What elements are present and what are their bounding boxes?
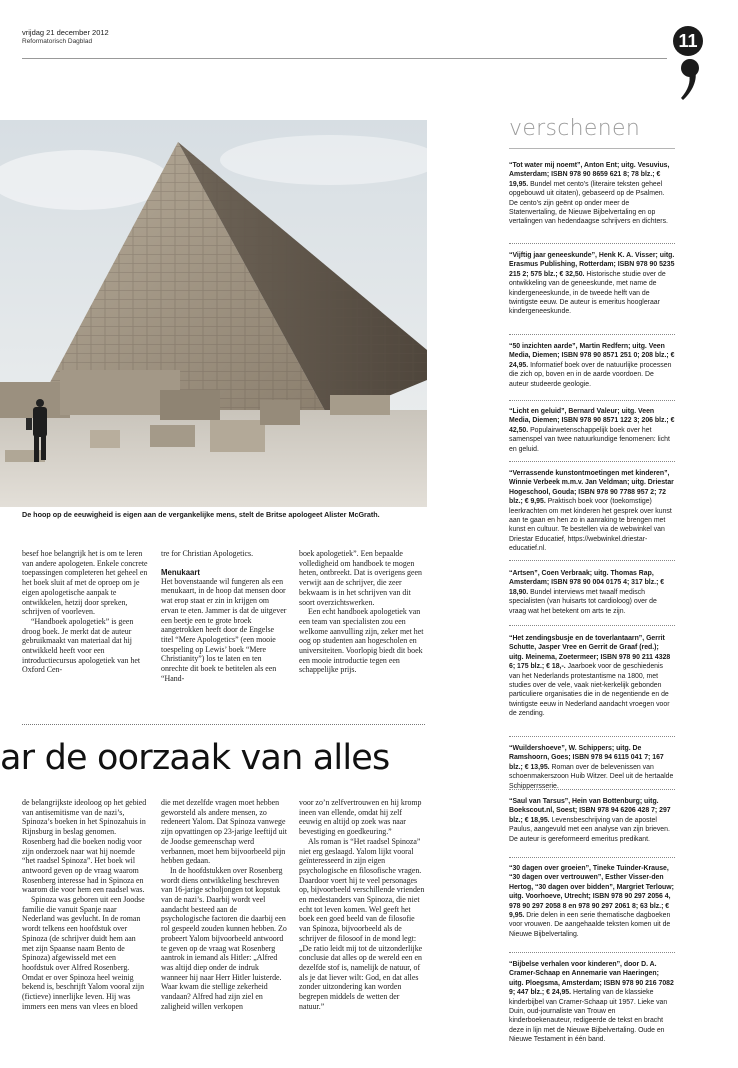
book-entry (509, 251, 675, 317)
entry-separator (509, 334, 675, 335)
book-entry-body: Informatief boek over de natuurlijke processen die zich op, boven en in de aarde voordoen. De auteur studeerde geologie. (509, 361, 672, 388)
article-bottom-col3 (299, 798, 425, 1011)
entry-separator (509, 789, 675, 790)
article-bottom-col1 (22, 798, 148, 1011)
book-entry-head: “Vijftig jaar geneeskunde”, Henk K. A. Visser; uitg. Erasmus Publishing, Rotterdam; ISBN 978 90 5235 215 2; 575 blz.; € 32,50. (509, 252, 675, 278)
article-top-col1 (22, 549, 148, 675)
book-entry-body: Drie delen in een serie thematische dagboeken voor vrouwen. De aangehaalde teksten komen uit de Nieuwe Bijbelvertaling. (509, 912, 671, 938)
article-bottom-col2 (161, 798, 287, 1011)
book-entry-body: Roman over de belevenissen van schoenmakerszoon Huib Witzer. Deel uit de hertaalde Schipperrsserie. (509, 763, 674, 790)
entry-separator (509, 625, 675, 626)
sidebar-title: verschenen (509, 116, 641, 141)
page-number-badge: 11 (673, 26, 703, 56)
sidebar-title-rule (509, 148, 675, 149)
book-entry-body: Praktisch boek voor (toekomstige) leerkrachten om met kinderen het gesprek over kunst aan te gaan en hen zo in aanraking te brengen met kunst en cultuur. Te bestellen via de webwinkel van Driestar Educatief, https://webwinkel.driestar-educatief.nl. (509, 498, 672, 553)
book-entry (509, 744, 675, 791)
paragraph: Als roman is “Het raadsel Spinoza” niet erg geslaagd. Yalom lijkt vooral geïnteresseerd in zijn eigen psychologische en filosofische vragen. Daardoor voert hij te veel personages op, bijvoorbeeld verschillende vrienden en medestanders van Spinoza, die niet echt tot leven komen. Wel geeft het boek een goed beeld van de filosofie van Spinoza, bijvoorbeeld als de schrijver de filosoof in de mond legt: „De ratio leidt mij tot de uitzonderlijke conclusie dat alles op de wereld een en dezelfde stof is, namelijk de natuur, of als je dat liever wilt: God, en dat alles zonder uitzondering kan worden begrepen middels de wetten der natuur.” (299, 836, 425, 1011)
newspaper-name: Reformatorisch Dagblad (22, 38, 93, 45)
book-entry-head: “50 inzichten aarde”, Martin Redfern; uitg. Veen Media, Diemen; ISBN 978 90 8571 251 0; 208 blz.; € 24,95. (509, 343, 675, 369)
paragraph: die met dezelfde vragen moet hebben geworsteld als andere mensen, zo redeneert Yalom. Dat Spinoza vanwege zijn opvattingen op 23-jarige leeftijd uit de Joodse gemeenschap werd verbannen, moet hem bijvoorbeeld pijn hebben gedaan. (161, 798, 287, 866)
entry-separator (509, 736, 675, 737)
comma-logo-icon (678, 58, 702, 102)
book-entry-body: Populairwetenschappelijk boek over het samenspel van twee natuurkundige fenomenen: licht en geluid. (509, 426, 670, 453)
book-entry (509, 864, 675, 939)
paragraph: Het bovenstaande wil fungeren als een menukaart, in de hoop dat mensen door wat erop staat er zin in krijgen om ervan te eten. Jammer is dat de uitgever een beetje een te grote broek aangetrokken heeft door de Engelse titel “Mere Apologetics” (een mooie toespeling op Lewis’ boek “Mere Christianity”) los te laten en ten onrechte dit boek te betitelen als een “Hand- (161, 576, 287, 683)
paragraph: Een echt handboek apologetiek van een team van specialisten zou een welkome aanvulling zijn, zeker met het oog op studenten aan hogescholen en universiteiten. Voorlopig biedt dit boek een mooie introductie tegen een schappelijke prijs. (299, 607, 424, 675)
entry-separator (509, 857, 675, 858)
book-entry-body: Hertaling van de klassieke kinderbijbel van Cramer-Schaap uit 1957. Lieke van Duin, oud-journaliste van Trouw en kinderboekenauteur, redigeerde de tekst en bracht deze in lijn met de Nieuwe Bijbelvertaling. Oude en Nieuwe Testament in één band. (509, 989, 668, 1044)
book-entry (509, 469, 675, 554)
book-entry-head: “Licht en geluid”, Bernard Valeur; uitg. Veen Media, Diemen; ISBN 978 90 8571 122 3; 206 blz.; € 42,50. (509, 408, 675, 434)
book-entry-head: “Tot water mij noemt”, Anton Ent; uitg. Vesuvius, Amsterdam; ISBN 978 90 8659 621 8; 78 blz.; € 19,95. (509, 162, 670, 188)
book-entry (509, 569, 675, 616)
pyramid-photo (0, 120, 427, 507)
book-entry (509, 960, 675, 1045)
paragraph: tre for Christian Apologetics. (161, 549, 254, 558)
book-entry-head: “30 dagen over groeien”, Tineke Tuinder-Krause, “30 dagen over vertrouwen”, Esther Visser-den Hertog, “30 dagen over bidden”, Margriet Terlouw; uitg. Voorhoeve, Utrecht; ISBN 978 90 297 2056 4, 978 90 297 2058 8 en 978 90 297 2061 8; 63 blz.; € 9,95. (509, 865, 674, 920)
book-entry-head: “Wuildershoeve”, W. Schippers; uitg. De Ramshoorn, Goes; ISBN 978 94 6115 041 7; 167 blz.; € 13,95. (509, 745, 664, 771)
paragraph: boek apologetiek”. Een bepaalde volledigheid om handboek te mogen heten, ontbreekt. Dat is overigens geen verwijt aan de schrijver, die zeer bekwaam is in het schrijven van dit soort overzichtswerken. (299, 549, 422, 607)
paragraph: In de hoofdstukken over Rosenberg wordt diens ontwikkeling beschreven van 16-jarige scholjongen tot kopstuk van de nazi’s. Daarbij wordt veel aandacht besteed aan de psychologische factoren die daarbij een rol gespeeld zouden kunnen hebben. Zo probeert Yalom bijvoorbeeld antwoord te geven op de vraag wat Rosenberg aantrok in iemand als Hitler: „Alfred was altijd diep onder de indruk wanneer hij naar Herr Hitler luisterde. Waar kwam die stellige zekerheid vandaan? Alfred had zijn ziel en zaligheid willen verkopen (161, 865, 287, 1011)
entry-separator (509, 461, 675, 462)
page-date: vrijdag 21 december 2012 (22, 28, 109, 37)
book-entry-head: “Het zendingsbusje en de toverlantaarn”, Gerrit Schutte, Jasper Vree en Gerrit de Graaf (red.); uitg. Meinema, Zoetermeer; ISBN 978 90 211 4328 6; 175 blz.; € 18,-. (509, 635, 671, 671)
book-entry-body: Jaarboek voor de geschiedenis van het Nederlands protestantisme na 1800, met studies over de vele, vaak niet-kerkelijk gebonden particuliere organisaties die in de negentiende en de twintigste eeuw in Nederland aandacht vroegen voor de zending. (509, 663, 670, 718)
entry-separator (509, 400, 675, 401)
book-entry-head: “Verrassende kunstontmoetingen met kinderen”, Winnie Verbeek m.m.v. Jan Veldman; uitg. Driestar Hogeschool, Gouda; ISBN 978 90 7788 957 2; 72 blz.; € 9,95. (509, 470, 674, 506)
subheading-menukaart: Menukaart (161, 567, 200, 577)
entry-separator (509, 560, 675, 561)
book-entry (509, 634, 675, 719)
book-entry-body: Bundel interviews met twaalf medisch specialisten (van huisarts tot cardioloog) over de vraag wat het betekent om arts te zijn. (509, 588, 657, 615)
book-entry-head: “Saul van Tarsus”, Hein van Bottenburg; uitg. Boekscout.nl, Soest; ISBN 978 94 6206 428 7; 297 blz.; € 18,95. (509, 798, 671, 824)
article-headline: ar de oorzaak van alles (0, 738, 390, 778)
book-entry-body: Levensbeschrijving van de apostel Paulus, aangevuld met een analyse van zijn brieven. De auteur is gereformeerd emeritus predikant. (509, 816, 670, 843)
paragraph: Spinoza was geboren uit een Joodse familie die vanuit Spanje naar Nederland was gevlucht. In de roman wordt telkens een hoofdstuk over Spinoza (de schrijver duidt hem aan met zijn Spaanse naam Bento de Spinoza) afgewisseld met een hoofdstuk over Alfred Rosenberg. Omdat er over Spinoza heel weinig bekend is, beschrijft Yalom vooral zijn (fictieve) innerlijke leven. Hij was immers een mens van vlees en bloed (22, 895, 145, 1011)
book-entry (509, 407, 675, 454)
paragraph: besef hoe belangrijk het is om te leren van andere apologeten. Enkele concrete toepassingen completeren het geheel en het boek sluit af met de oproep om je eigen apologetische aanpak te ontwikkelen, hetzij door spreken, schrijven of voorleven. (22, 549, 148, 617)
paragraph: voor zo’n zelfvertrouwen en hij kromp ineen van ellende, omdat hij zelf eeuwig en altijd op zoek was naar bevestiging en goedkeuring.” (299, 798, 422, 837)
entry-separator (509, 952, 675, 953)
paragraph: “Handboek apologetiek” is geen droog boek. Je merkt dat de auteur gebruikmaakt van materiaal dat hij ontwikkeld heeft voor een introductiecursus apologetiek van het Oxford Cen- (22, 616, 141, 675)
book-entry (509, 161, 675, 227)
entry-separator (509, 243, 675, 244)
header-rule (22, 58, 667, 59)
book-entry (509, 342, 675, 389)
article-separator (22, 724, 425, 725)
article-top-col3 (299, 549, 425, 675)
paragraph: de belangrijkste ideoloog op het gebied van antisemitisme van de nazi’s, Spinoza’s boeken in het Spinozahuis in Rijnsburg in beslag genomen. Rosenberg had die boeken nodig voor zijn onderzoek naar wat hij noemde “het raadsel Spinoza”. Het boek wil antwoord geven op de vraag waarom Rosenberg interesse had in Spinoza en waarom die voor hem een raadsel was. (22, 798, 147, 895)
book-entry-body: Bundel met cento’s (literaire teksten geheel opgebouwd uit citaten), gebaseerd op de Psalmen. De cento’s zijn geënt op onder meer de Statenvertaling, de Nieuwe Bijbelvertaling en op vertalingen van hedendaagse schrijvers en dichters. (509, 180, 668, 226)
book-entry-body: Historische studie over de ontwikkeling van de geneeskunde, met name de kindergeneeskunde, in de tweede helft van de twintigste eeuw. De auteur is emeritus hoogleraar kindergeneeskunde. (509, 270, 666, 316)
book-entry (509, 797, 675, 844)
photo-caption: De hoop op de eeuwigheid is eigen aan de vergankelijke mens, stelt de Britse apologeet Alister McGrath. (22, 510, 380, 519)
book-entry-head: “Bijbelse verhalen voor kinderen”, door D. A. Cramer-Schaap en Annemarie van Haeringen; uitg. Ploegsma, Amsterdam; ISBN 978 90 216 7082 9; 447 blz.; € 24,95. (509, 961, 674, 997)
book-entry-head: “Artsen”, Coen Verbraak; uitg. Thomas Rap, Amsterdam; ISBN 978 90 004 0175 4; 317 blz.; € 18,90. (509, 570, 665, 596)
article-top-col2 (161, 549, 287, 683)
